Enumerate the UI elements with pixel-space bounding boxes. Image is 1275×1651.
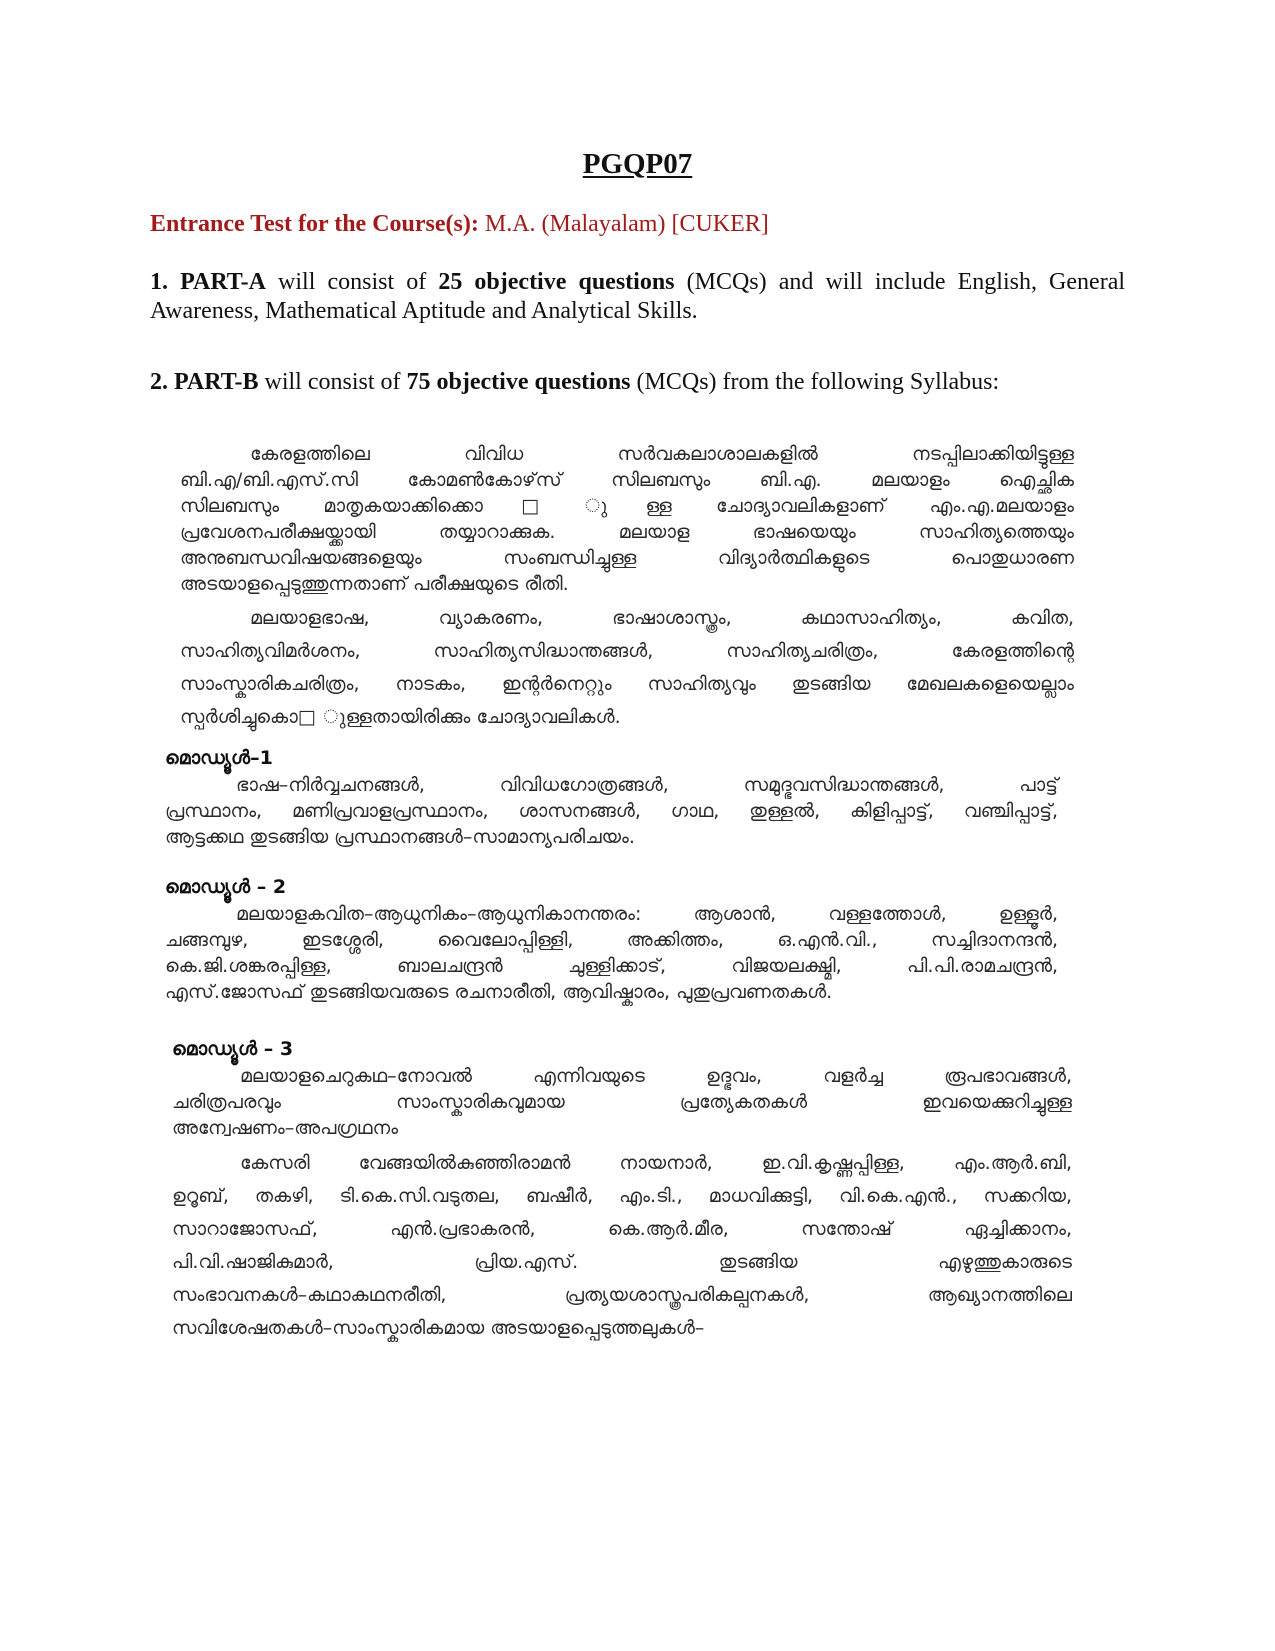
module-3-writers-line: സവിശേഷതകൾ–സാംസ്കാരികമായ അടയാളപ്പെടുത്തലുകൾ– xyxy=(172,1317,705,1339)
part-a-label: PART-A xyxy=(180,269,266,295)
course-line xyxy=(150,211,769,238)
course-name: M.A. (Malayalam) [CUKER] xyxy=(484,211,769,237)
module-2-line: കെ.ജി.ശങ്കരപ്പിള്ള, ബാലചന്ദ്രൻ ചുള്ളിക്കാട്, വിജയലക്ഷ്മി, പി.പി.രാമചന്ദ്രൻ, xyxy=(165,955,1058,977)
part-b-label: PART-B xyxy=(174,369,259,395)
module-3-writers-line: സാറാജോസഫ്, എൻ.പ്രഭാകരൻ, കെ.ആർ.മീര, സന്തോഷ് ഏച്ചിക്കാനം, xyxy=(172,1218,1072,1240)
intro-p2-line: മലയാളഭാഷ, വ്യാകരണം, ഭാഷാശാസ്ത്രം, കഥാസാഹിത്യം, കവിത, xyxy=(250,607,1074,629)
module-3-line: ചരിത്രപരവും സാംസ്കാരികവുമായ പ്രത്യേകതകൾ ഇവയെക്കുറിച്ചുള്ള xyxy=(172,1091,1072,1113)
part-b-text-1: will consist of xyxy=(258,369,407,395)
part-b-number: 2. xyxy=(150,369,168,395)
module-2-line: എസ്.ജോസഫ് തുടങ്ങിയവരുടെ രചനാരീതി, ആവിഷ്കാരം, പുതുപ്രവണതകൾ. xyxy=(165,981,833,1003)
intro-p1-line: അടയാളപ്പെടുത്തുന്നതാണ് പരീക്ഷയുടെ രീതി. xyxy=(180,573,569,595)
part-b-question-count: 75 objective questions xyxy=(406,369,631,395)
part-b-description xyxy=(150,368,1125,397)
module-1-line: പ്രസ്ഥാനം, മണിപ്രവാളപ്രസ്ഥാനം, ശാസനങ്ങൾ, ഗാഥ, തുള്ളൽ, കിളിപ്പാട്ട്, വഞ്ചിപ്പാട്ട്, xyxy=(165,800,1058,822)
intro-p2-line: സ്പർശിച്ചുകൊ□ ുള്ളതായിരിക്കും ചോദ്യാവലികൾ. xyxy=(180,706,621,728)
module-2-heading: മൊഡ്യൂൾ – 2 xyxy=(165,876,287,898)
part-a-description xyxy=(150,268,1125,326)
module-3-writers-line: പി.വി.ഷാജികുമാർ, പ്രിയ.എസ്. തുടങ്ങിയ എഴുത്തുകാരുടെ xyxy=(172,1251,1072,1273)
part-a-number: 1. xyxy=(150,269,168,295)
part-a-text-2: (MCQs) and will include English, General Awareness, Mathematical Aptitude and Analytical Skills. xyxy=(150,269,1126,324)
part-a-text-1: will consist of xyxy=(265,269,439,295)
intro-p1-line: ബി.എ/ബി.എസ്.സി കോമൺകോഴ്‌സ് സിലബസും ബി.എ. മലയാളം ഐച്ഛിക xyxy=(180,469,1074,491)
intro-p1-line: പ്രവേശനപരീക്ഷയ്ക്കായി തയ്യാറാക്കുക. മലയാള ഭാഷയെയും സാഹിത്യത്തെയും xyxy=(180,521,1074,543)
module-3-line: മലയാളചെറുകഥ–നോവൽ എന്നിവയുടെ ഉദ്ഭവം, വളർച്ച രൂപഭാവങ്ങൾ, xyxy=(240,1065,1072,1087)
module-1-heading: മൊഡ്യൂൾ–1 xyxy=(165,747,273,769)
question-paper-code: PGQP07 xyxy=(582,148,693,180)
part-b-text-2: (MCQs) from the following Syllabus: xyxy=(630,369,1000,395)
module-3-writers-line: കേസരി വേങ്ങയിൽകുഞ്ഞിരാമൻ നായനാർ, ഇ.വി.കൃഷ്ണപ്പിള്ള, എം.ആർ.ബി, xyxy=(240,1152,1072,1174)
part-a-question-count: 25 objective questions xyxy=(438,269,675,295)
intro-p1-line: കേരളത്തിലെ വിവിധ സർവകലാശാലകളിൽ നടപ്പിലാക്കിയിട്ടുള്ള xyxy=(250,443,1074,465)
intro-p1-line: അനുബന്ധവിഷയങ്ങളെയും സംബന്ധിച്ചുള്ള വിദ്യാർത്ഥികളുടെ പൊതുധാരണ xyxy=(180,547,1074,569)
intro-p1-line: സിലബസും മാതൃകയാക്കിക്കൊ□ ുള്ള ചോദ്യാവലികളാണ് എം.എ.മലയാളം xyxy=(180,495,1074,517)
module-2-line: മലയാളകവിത–ആധുനികം–ആധുനികാനന്തരം: ആശാൻ, വള്ളത്തോൾ, ഉള്ളൂർ, xyxy=(236,903,1058,925)
module-1-line: ആട്ടക്കഥ തുടങ്ങിയ പ്രസ്ഥാനങ്ങൾ–സാമാന്യപരിചയം. xyxy=(165,826,635,848)
module-3-heading: മൊഡ്യൂൾ – 3 xyxy=(172,1038,294,1060)
module-3-writers-line: സംഭാവനകൾ–കഥാകഥനരീതി, പ്രത്യയശാസ്ത്രപരികല്പനകൾ, ആഖ്യാനത്തിലെ xyxy=(172,1284,1072,1306)
module-1-line: ഭാഷ–നിർവ്വചനങ്ങൾ, വിവിധഗോത്രങ്ങൾ, സമുദ്ഭവസിദ്ധാന്തങ്ങൾ, പാട്ട് xyxy=(236,774,1058,796)
module-2-line: ചങ്ങമ്പുഴ, ഇടശ്ശേരി, വൈലോപ്പിള്ളി, അക്കിത്തം, ഒ.എൻ.വി., സച്ചിദാനന്ദൻ, xyxy=(165,929,1058,951)
module-3-writers-line: ഉറൂബ്, തകഴി, ടി.കെ.സി.വടുതല, ബഷീർ, എം.ടി., മാധവിക്കുട്ടി, വി.കെ.എൻ., സക്കറിയ, xyxy=(172,1185,1072,1207)
intro-p2-line: സാഹിത്യവിമർശനം, സാഹിത്യസിദ്ധാന്തങ്ങൾ, സാഹിത്യചരിത്രം, കേരളത്തിന്റെ xyxy=(180,640,1074,662)
module-3-line: അന്വേഷണം–അപഗ്രഥനം xyxy=(172,1117,399,1139)
intro-p2-line: സാംസ്കാരികചരിത്രം, നാടകം, ഇന്റർനെറ്റും സാഹിത്യവും തുടങ്ങിയ മേഖലകളെയെല്ലാം xyxy=(180,673,1074,695)
course-label: Entrance Test for the Course(s): xyxy=(150,211,479,237)
